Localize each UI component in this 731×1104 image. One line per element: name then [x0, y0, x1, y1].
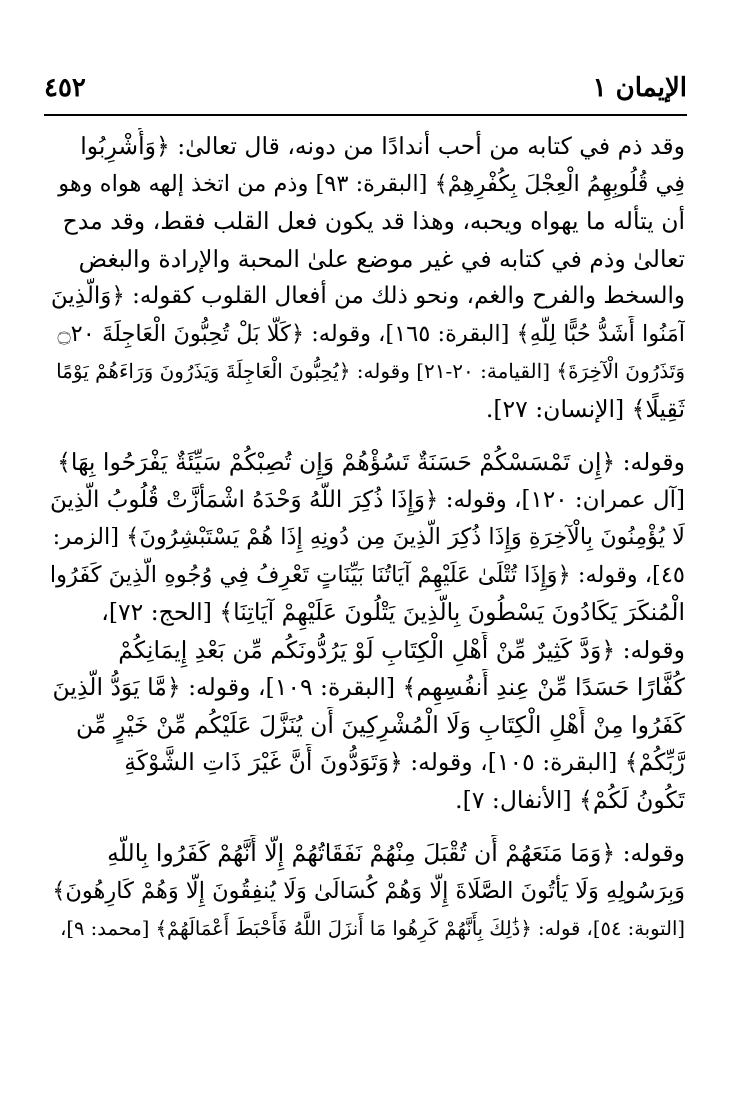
text-line: [التوبة: ٥٤]، قوله: ﴿ذَٰلِكَ بِأَنَّهُمْ كَرِهُوا مَا أَنزَلَ اللَّهُ فَأَحْبَطَ أَعْمَالَهُمْ﴾ [محمد: ٩]،: [60, 917, 685, 940]
paragraph-2: [46, 444, 685, 819]
page-header: [44, 68, 687, 108]
text-line: ٤٥]، وقوله: ﴿وَإِذَا تُتْلَىٰ عَلَيْهِمْ آيَاتُنَا بَيِّنَاتٍ تَعْرِفُ فِي وُجُوهِ الَّذِينَ كَفَرُوا: [49, 561, 685, 588]
text-line: وقد ذم في كتابه من أحب أندادًا من دونه، قال تعالىٰ: ﴿وَأُشْرِبُوا: [80, 132, 685, 160]
text-line: وقوله: ﴿إِن تَمْسَسْكُمْ حَسَنَةٌ تَسُؤْهُمْ وَإِن تُصِبْكُمْ سَيِّئَةٌ يَفْرَحُوا بِهَا﴾: [57, 448, 685, 476]
text-line: وقوله: ﴿وَدَّ كَثِيرٌ مِّنْ أَهْلِ الْكِتَابِ لَوْ يَرُدُّونَكُم مِّن بَعْدِ إِيمَانِكُمْ: [118, 635, 685, 664]
running-title: الإيمان ١: [592, 73, 687, 103]
page-body: [46, 128, 685, 964]
paragraph-3: [46, 835, 685, 948]
text-line: وقوله: ﴿وَمَا مَنَعَهُمْ أَن تُقْبَلَ مِنْهُمْ نَفَقَاتُهُمْ إِلَّا أَنَّهُمْ كَفَرُوا بِاللَّهِ: [107, 839, 685, 867]
text-line: رَّبِّكُمْ﴾ [البقرة: ١٠٥]، وقوله: ﴿وَتَوَدُّونَ أَنَّ غَيْرَ ذَاتِ الشَّوْكَةِ: [124, 748, 685, 776]
text-line: فِي قُلُوبِهِمُ الْعِجْلَ بِكُفْرِهِمْ﴾ [البقرة: ٩٣] وذم من اتخذ إلهه هواه وهو: [58, 170, 685, 197]
paragraph-1: [46, 128, 685, 428]
header-divider: [44, 114, 687, 116]
text-line: ثَقِيلًا﴾ [الإنسان: ٢٧].: [485, 394, 685, 423]
text-line: آمَنُوا أَشَدُّ حُبًّا لِلَّهِ﴾ [البقرة: ١٦٥]، وقوله: ﴿كَلَّا بَلْ تُحِبُّونَ الْعَاجِلَةَ ۝٢٠: [57, 320, 685, 347]
text-line: الْمُنكَرَ يَكَادُونَ يَسْطُونَ بِالَّذِينَ يَتْلُونَ عَلَيْهِمْ آيَاتِنَا﴾ [الحج: ٧٢]،: [101, 598, 685, 626]
text-line: كَفَرُوا مِنْ أَهْلِ الْكِتَابِ وَلَا الْمُشْرِكِينَ أَن يُنَزَّلَ عَلَيْكُم مِّنْ خَيْرٍ مِّن: [76, 710, 685, 739]
text-line: [آل عمران: ١٢٠]، وقوله: ﴿وَإِذَا ذُكِرَ اللَّهُ وَحْدَهُ اشْمَأَزَّتْ قُلُوبُ الَّذِينَ: [50, 486, 685, 513]
text-line: كُفَّارًا حَسَدًا مِّنْ عِندِ أَنفُسِهِم﴾ [البقرة: ١٠٩]، وقوله: ﴿مَّا يَوَدُّ الَّذِينَ: [52, 673, 685, 701]
text-line: وَتَذَرُونَ الْآخِرَةَ﴾ [القيامة: ٢٠-٢١] وقوله: ﴿يُحِبُّونَ الْعَاجِلَةَ وَيَذَرُونَ وَرَاءَهُمْ يَوْمًا: [56, 359, 685, 383]
text-line: والسخط والفرح والغم، ونحو ذلك من أفعال القلوب كقوله: ﴿وَالَّذِينَ: [50, 283, 685, 309]
text-line: لَا يُؤْمِنُونَ بِالْآخِرَةِ وَإِذَا ذُكِرَ الَّذِينَ مِن دُونِهِ إِذَا هُمْ يَسْتَبْشِرُونَ﴾ [الزمر:: [52, 524, 685, 550]
text-line: تعالىٰ وذم في كتابه في غير موضع علىٰ المحبة والإرادة والبغض: [78, 244, 685, 273]
page-number: ٤٥٢: [44, 73, 86, 103]
text-line: وَبِرَسُولِهِ وَلَا يَأْتُونَ الصَّلَاةَ إِلَّا وَهُمْ كُسَالَىٰ وَلَا يُنفِقُونَ إِلَّا وَهُمْ كَارِهُونَ﴾: [52, 877, 685, 904]
text-line: أن يتأله ما يهواه ويحبه، وهذا قد يكون فعل القلب فقط، وقد مدح: [62, 207, 685, 235]
text-line: تَكُونُ لَكُمْ﴾ [الأنفال: ٧].: [455, 785, 685, 814]
